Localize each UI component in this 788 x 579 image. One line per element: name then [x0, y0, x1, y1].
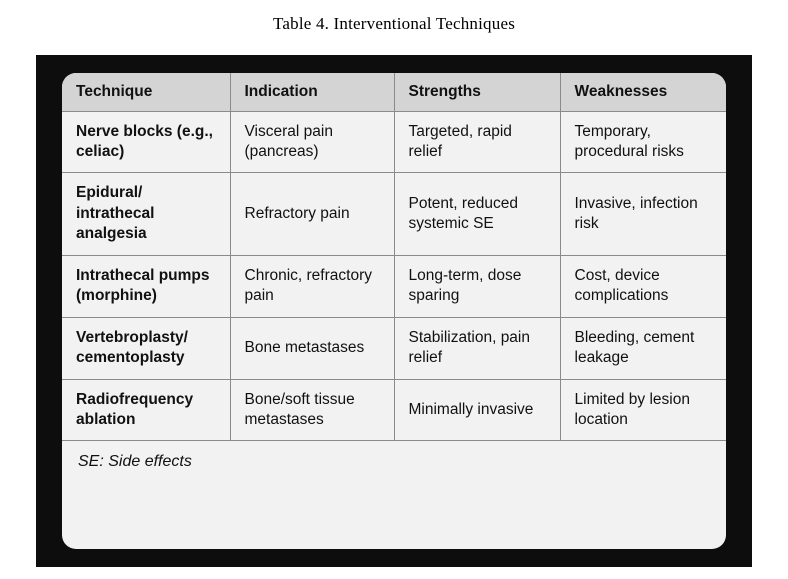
cell-weaknesses: Limited by lesion location	[560, 379, 726, 441]
interventional-techniques-table	[62, 73, 726, 441]
table-row	[62, 173, 726, 255]
cell-technique: Radiofrequency ablation	[62, 379, 230, 441]
cell-technique: Vertebroplasty/ cementoplasty	[62, 317, 230, 379]
cell-weaknesses: Temporary, procedural risks	[560, 111, 726, 173]
cell-indication: Refractory pain	[230, 173, 394, 255]
cell-indication: Bone/soft tissue metastases	[230, 379, 394, 441]
cell-weaknesses: Cost, device complications	[560, 255, 726, 317]
column-header-technique: Technique	[62, 73, 230, 111]
cell-technique: Nerve blocks (e.g., celiac)	[62, 111, 230, 173]
column-header-indication: Indication	[230, 73, 394, 111]
table-row	[62, 317, 726, 379]
cell-strengths: Potent, reduced systemic SE	[394, 173, 560, 255]
table-figure-frame	[36, 55, 752, 567]
column-header-strengths: Strengths	[394, 73, 560, 111]
cell-indication: Visceral pain (pancreas)	[230, 111, 394, 173]
cell-strengths: Stabilization, pain relief	[394, 317, 560, 379]
table-row	[62, 379, 726, 441]
table-caption: Table 4. Interventional Techniques	[272, 14, 516, 33]
cell-weaknesses: Invasive, infection risk	[560, 173, 726, 255]
cell-technique: Intrathecal pumps (morphine)	[62, 255, 230, 317]
table-header-row	[62, 73, 726, 111]
cell-weaknesses: Bleeding, cement leakage	[560, 317, 726, 379]
cell-strengths: Long-term, dose sparing	[394, 255, 560, 317]
table-card	[62, 73, 726, 549]
table-row	[62, 111, 726, 173]
cell-indication: Bone metastases	[230, 317, 394, 379]
table-row	[62, 255, 726, 317]
table-footnote: SE: Side effects	[78, 453, 192, 471]
cell-strengths: Minimally invasive	[394, 379, 560, 441]
cell-strengths: Targeted, rapid relief	[394, 111, 560, 173]
cell-indication: Chronic, refractory pain	[230, 255, 394, 317]
cell-technique: Epidural/ intrathecal analgesia	[62, 173, 230, 255]
column-header-weaknesses: Weaknesses	[560, 73, 726, 111]
